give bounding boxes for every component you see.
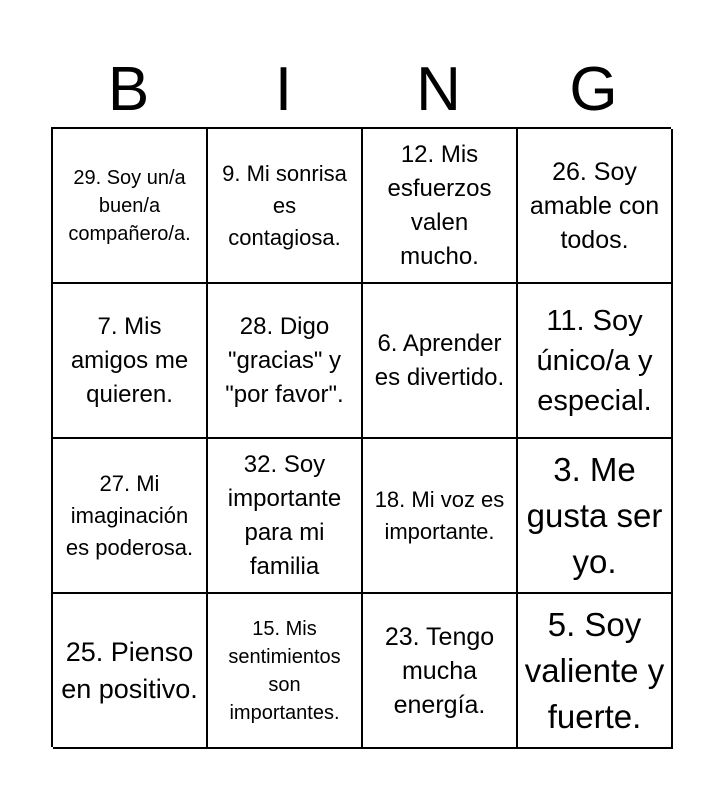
bingo-cell [53,594,208,749]
cell-text: 15. Mis sentimientos son importantes. [228,617,341,724]
bingo-cell [518,129,673,284]
cell-text: 18. Mi voz es importante. [374,486,505,544]
bingo-cell [363,284,518,439]
cell-text: 7. Mis amigos me quieren. [70,312,189,408]
bingo-cell [53,439,208,594]
bingo-card [51,127,671,747]
bingo-cell [518,284,673,439]
cell-text: 9. Mi sonrisa es contagiosa. [222,160,347,250]
bingo-cell [53,129,208,284]
bingo-cell [363,594,518,749]
cell-text: 23. Tengo mucha energía. [384,622,495,719]
header-letter-n: N [416,55,461,124]
cell-text: 27. Mi imaginación es poderosa. [65,470,194,560]
bingo-cell [363,129,518,284]
bingo-cell [208,284,363,439]
bingo-cell [53,284,208,439]
header-letter-g: G [569,55,618,124]
bingo-cell [518,439,673,594]
cell-text: 32. Soy importante para mi familia [227,450,342,580]
cell-text: 28. Digo "gracias" y "por favor". [225,312,344,408]
bingo-cell [208,439,363,594]
cell-text: 29. Soy un/a buen/a compañero/a. [68,166,191,245]
cell-text: 25. Pienso en positivo. [61,636,198,704]
bingo-cell [208,129,363,284]
cell-text: 6. Aprender es divertido. [374,329,505,391]
cell-text: 12. Mis esfuerzos valen mucho. [387,140,492,270]
bingo-cell [208,594,363,749]
header-letter-i: I [274,55,293,124]
cell-text: 26. Soy amable con todos. [529,157,660,254]
cell-text: 3. Me gusta ser yo. [526,450,663,580]
cell-text: 11. Soy único/a y especial. [536,304,653,417]
bingo-header [51,52,671,128]
header-letter-b: B [107,55,150,124]
bingo-cell [363,439,518,594]
cell-text: 5. Soy valiente y fuerte. [524,605,665,735]
bingo-cell [518,594,673,749]
